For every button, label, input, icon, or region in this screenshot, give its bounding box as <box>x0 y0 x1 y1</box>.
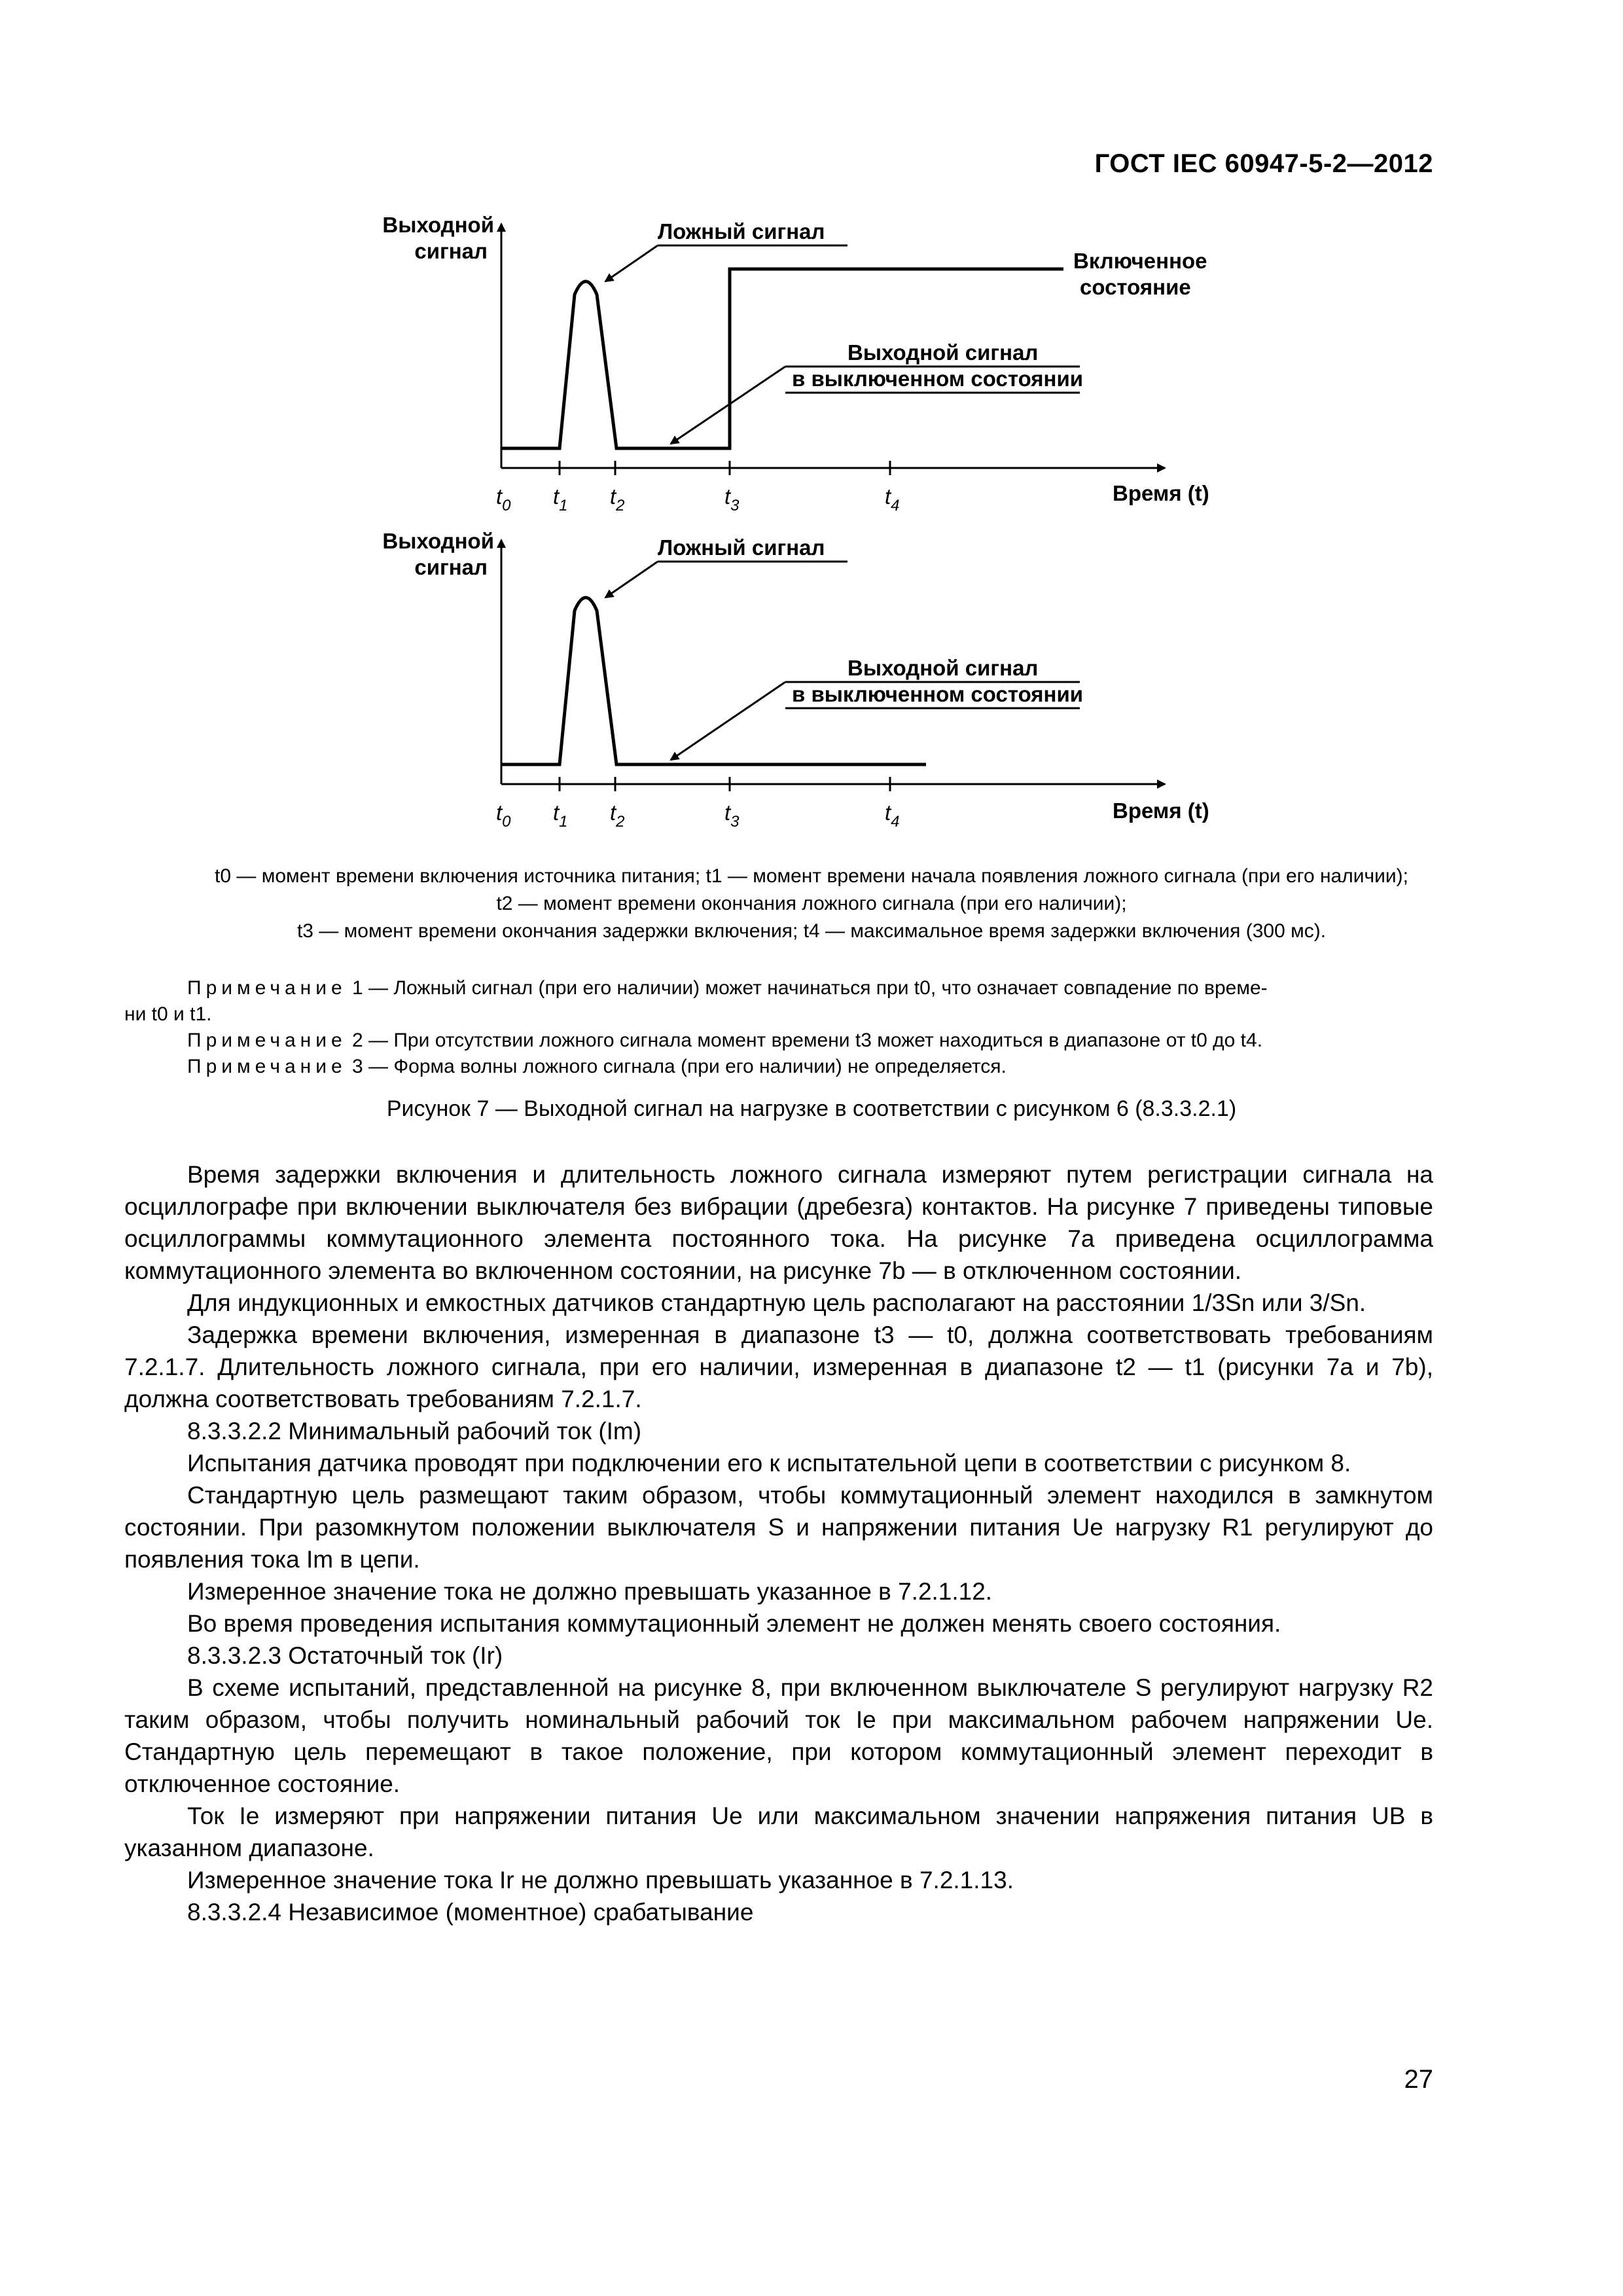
plot-b-tick-labels <box>496 800 900 831</box>
paragraph-6: Измеренное значение тока не должно превышать указанное в 7.2.1.12. <box>187 1578 993 1605</box>
plot-a-false-signal-arrow <box>605 245 658 281</box>
figure-legend-line-1: t0 — момент времени включения источника питания; t1 — момент времени начала появления ложного сигнала (при его наличии); <box>215 865 1408 887</box>
paragraph-5: Стандартную цель размещают таким образом, чтобы коммутационный элемент находился в замкнутом состоянии. При разомкнутом положении выключателя S и напряжении питания Ue нагрузку R1 регулируют до появления тока Im в цепи. <box>124 1482 1433 1573</box>
plot-a <box>382 213 1209 505</box>
figure-caption: Рисунок 7 — Выходной сигнал на нагрузке в соответствии с рисунком 6 (8.3.3.2.1) <box>386 1096 1237 1121</box>
section-8-3-3-2-2: 8.3.3.2.2 Минимальный рабочий ток (Im) <box>187 1418 642 1444</box>
note-3 <box>124 1054 1427 1080</box>
paragraph-3: Задержка времени включения, измеренная в диапазоне t3 — t0, должна соответствовать требованиям 7.2.1.7. Длительность ложного сигнала, при его наличии, измеренная в диапазоне t2 — t1 (рисунки 7a и 7b), должна соответствовать требованиям 7.2.1.7. <box>124 1321 1433 1412</box>
note-3-text: 3 — Форма волны ложного сигнала (при его наличии) не определяется. <box>352 1056 1007 1077</box>
plot-a-on-state-1: Включенное <box>1073 249 1207 273</box>
plot-a-off-state-1: Выходной сигнал <box>847 340 1039 365</box>
note-3-word: Примечание <box>187 1056 347 1077</box>
plot-a-y-label-1: Выходной <box>382 213 494 237</box>
plot-a-false-signal-label: Ложный сигнал <box>658 219 825 243</box>
tick-b-t2: $t_2$ <box>610 800 625 831</box>
note-2 <box>124 1028 1427 1054</box>
plot-b <box>382 529 1209 823</box>
page-number: 27 <box>1404 2065 1433 2094</box>
body-text <box>124 1158 1433 1928</box>
plot-b-off-state-2: в выключенном состоянии <box>792 682 1084 706</box>
figure-notes <box>124 975 1427 1080</box>
tick-b-t1: $t_1$ <box>553 800 568 831</box>
tick-b-t0: $t_0$ <box>496 800 511 831</box>
plot-b-off-state-arrow <box>671 682 785 760</box>
plot-b-false-signal-label: Ложный сигнал <box>658 535 825 560</box>
note-2-text: 2 — При отсутствии ложного сигнала момент времени t3 может находиться в диапазоне от t0 до t4. <box>352 1030 1263 1051</box>
note-1-word: Примечание <box>187 977 347 999</box>
section-8-3-3-2-4: 8.3.3.2.4 Независимое (моментное) срабатывание <box>187 1899 754 1926</box>
figure-7 <box>327 203 1230 831</box>
note-1-text: 1 — Ложный сигнал (при его наличии) может начинаться при t0, что означает совпадение по време- <box>352 977 1268 999</box>
figure-legend-line-2: t2 — момент времени окончания ложного сигнала (при его наличии); <box>496 893 1127 914</box>
plot-b-off-state-1: Выходной сигнал <box>847 656 1039 680</box>
paragraph-10: Измеренное значение тока Ir не должно превышать указанное в 7.2.1.13. <box>187 1867 1014 1893</box>
plot-a-on-state-2: состояние <box>1080 275 1191 299</box>
paragraph-4: Испытания датчика проводят при подключении его к испытательной цепи в соответствии с рисунком 8. <box>187 1450 1351 1477</box>
paragraph-2: Для индукционных и емкостных датчиков стандартную цель располагают на расстоянии 1/3Sn или 3/Sn. <box>187 1289 1366 1316</box>
section-8-3-3-2-3: 8.3.3.2.3 Остаточный ток (Ir) <box>187 1642 503 1669</box>
paragraph-8: В схеме испытаний, представленной на рисунке 8, при включенном выключателе S регулируют нагрузку R2 таким образом, чтобы получить номинальный рабочий ток Ie при максимальном рабочем напряжении Ue. Стандартную цель перемещают в такое положение, при котором коммутационный элемент переходит в отключенное состояние. <box>124 1674 1433 1797</box>
plot-b-false-signal-arrow <box>605 562 658 598</box>
document-header: ГОСТ IEC 60947-5-2—2012 <box>1094 149 1433 178</box>
note-2-word: Примечание <box>187 1030 347 1051</box>
paragraph-7: Во время проведения испытания коммутационный элемент не должен менять своего состояния. <box>187 1610 1281 1637</box>
figure-legend-line-3: t3 — момент времени окончания задержки включения; t4 — максимальное время задержки включения (300 мс). <box>296 920 1327 942</box>
figure-7-svg <box>327 203 1230 831</box>
note-1 <box>124 975 1427 1001</box>
tick-b-t3: $t_3$ <box>724 800 740 831</box>
paragraph-1: Время задержки включения и длительность ложного сигнала измеряют путем регистрации сигнала на осциллографе при включении выключателя без вибрации (дребезга) контактов. На рисунке 7 приведены типовые осциллограммы коммутационного элемента постоянного тока. На рисунке 7а приведена осциллограмма коммутационного элемента во включенном состоянии, на рисунке 7b — в отключенном состоянии. <box>124 1161 1433 1284</box>
note-1-continuation: ни t0 и t1. <box>124 1003 212 1025</box>
plot-b-y-label-1: Выходной <box>382 529 494 553</box>
tick-a-t1: $t_1$ <box>553 484 568 514</box>
tick-b-t4: $t_4$ <box>885 800 900 831</box>
plot-a-off-state-2: в выключенном состоянии <box>792 367 1084 391</box>
tick-a-t3: $t_3$ <box>724 484 740 514</box>
plot-a-x-label: Время (t) <box>1113 481 1209 505</box>
plot-b-y-label-2: сигнал <box>414 555 488 579</box>
tick-a-t0: $t_0$ <box>496 484 511 514</box>
plot-b-x-label: Время (t) <box>1113 798 1209 823</box>
plot-a-y-label-2: сигнал <box>414 239 488 263</box>
paragraph-9: Ток Ie измеряют при напряжении питания Ue или максимальном значении напряжения питания UB в указанном диапазоне. <box>124 1803 1433 1861</box>
tick-a-t4: $t_4$ <box>885 484 900 514</box>
tick-a-t2: $t_2$ <box>610 484 625 514</box>
plot-a-tick-labels <box>496 484 900 514</box>
